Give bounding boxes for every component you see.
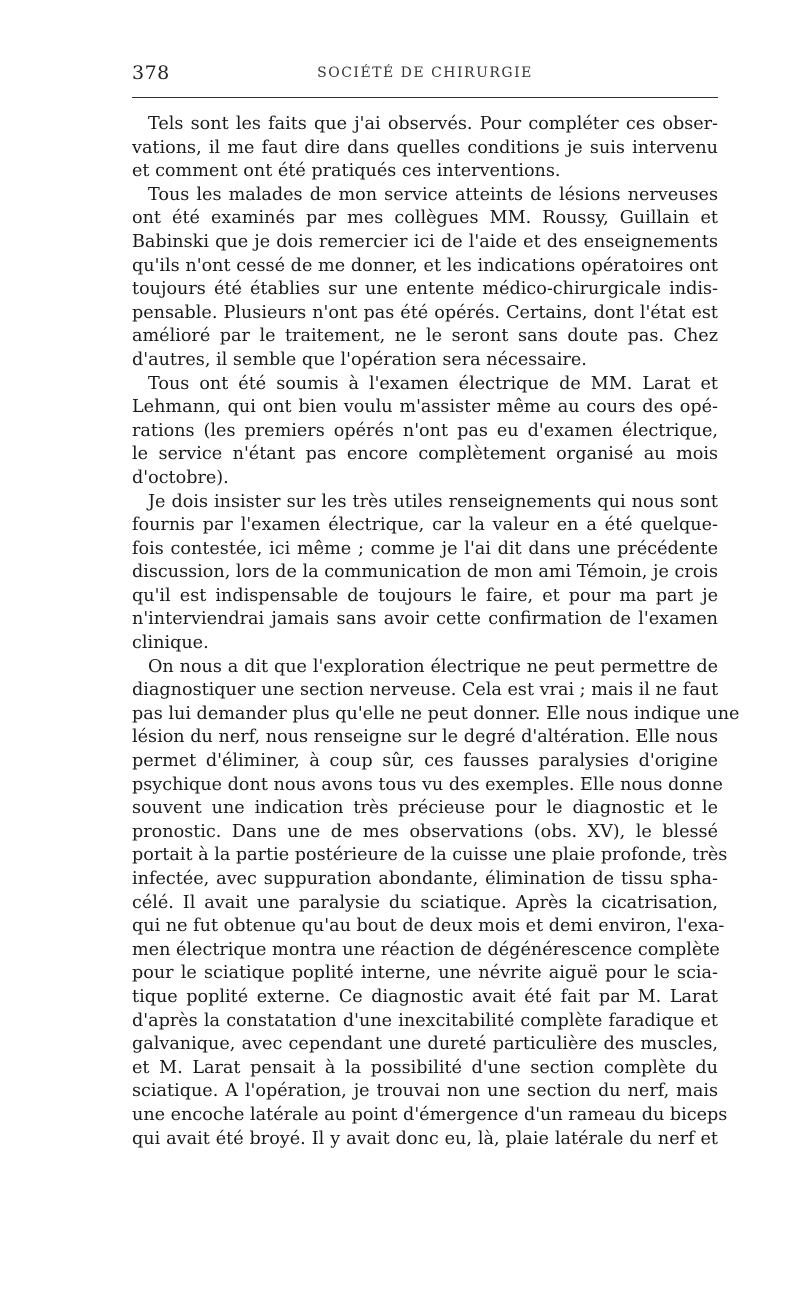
text-line: Babinski que je dois remercier ici de l'aide et des enseignements xyxy=(132,231,718,252)
text-line: galvanique, avec cependant une dureté particulière des muscles, xyxy=(132,1034,718,1055)
text-line: pour le sciatique poplité interne, une névrite aiguë pour le scia- xyxy=(132,963,718,984)
text-line: d'autres, il semble que l'opération sera nécessaire. xyxy=(132,349,587,370)
text-line: pronostic. Dans une de mes observations (obs. XV), le blessé xyxy=(132,821,718,842)
text-line: d'octobre). xyxy=(132,467,229,488)
page-number: 378 xyxy=(132,62,170,84)
text-line: vations, il me faut dire dans quelles conditions je suis intervenu xyxy=(132,137,718,158)
text-line: discussion, lors de la communication de mon ami Témoin, je crois xyxy=(132,562,718,583)
body-text xyxy=(132,113,740,1151)
text-line: lésion du nerf, nous renseigne sur le degré d'altération. Elle nous xyxy=(132,727,718,748)
text-line: et comment ont été pratiqués ces interventions. xyxy=(132,161,561,182)
text-line: Tous les malades de mon service atteints de lésions nerveuses xyxy=(148,184,718,205)
text-line: qu'il est indispensable de toujours le faire, et pour ma part je xyxy=(132,585,718,606)
text-line: qui avait été broyé. Il y avait donc eu, là, plaie latérale du nerf et xyxy=(132,1128,718,1149)
text-line: n'interviendrai jamais sans avoir cette confirmation de l'examen xyxy=(132,609,718,630)
text-line: tique poplité externe. Ce diagnostic avait été fait par M. Larat xyxy=(132,986,718,1007)
running-title: SOCIÉTÉ DE CHIRURGIE xyxy=(317,65,533,81)
text-line: rations (les premiers opérés n'ont pas eu d'examen électrique, xyxy=(132,420,718,441)
text-line: ont été examinés par mes collègues MM. Roussy, Guillain et xyxy=(132,208,718,229)
text-line: infectée, avec suppuration abondante, élimination de tissu spha- xyxy=(132,869,718,889)
text-line: fois contestée, ici même ; comme je l'ai dit dans une précédente xyxy=(132,538,718,559)
text-line: célé. Il avait une paralysie du sciatique. Après la cicatrisation, xyxy=(132,892,718,913)
text-line: Tels sont les faits que j'ai observés. Pour compléter ces obser- xyxy=(148,114,718,134)
text-line: qu'ils n'ont cessé de me donner, et les indications opératoires ont xyxy=(132,255,718,276)
text-line: psychique dont nous avons tous vu des exemples. Elle nous donne xyxy=(132,774,723,795)
text-line: On nous a dit que l'exploration électrique ne peut permettre de xyxy=(148,656,718,677)
text-line: toujours été établies sur une entente médico-chirurgicale indis- xyxy=(132,279,718,300)
text-line: diagnostiquer une section nerveuse. Cela est vrai ; mais il ne faut xyxy=(132,680,719,701)
text-line: qui ne fut obtenue qu'au bout de deux mois et demi environ, l'exa- xyxy=(132,916,725,937)
text-line: amélioré par le traitement, ne le seront sans doute pas. Chez xyxy=(132,326,718,347)
text-line: sciatique. A l'opération, je trouvai non une section du nerf, mais xyxy=(132,1081,718,1102)
text-line: fournis par l'examen électrique, car la valeur en a été quelque- xyxy=(132,515,718,536)
text-line: portait à la partie postérieure de la cuisse une plaie profonde, très xyxy=(132,845,728,866)
text-line: Je dois insister sur les très utiles renseignements qui nous sont xyxy=(148,491,718,512)
text-line: Lehmann, qui ont bien voulu m'assister même au cours des opé- xyxy=(132,397,718,418)
text-line: permet d'éliminer, à coup sûr, ces fausses paralysies d'origine xyxy=(132,751,718,772)
text-line: une encoche latérale au point d'émergence d'un rameau du biceps xyxy=(132,1104,728,1125)
text-line: le service n'étant pas encore complètement organisé au mois xyxy=(132,444,718,465)
text-line: clinique. xyxy=(132,633,209,654)
text-line: pensable. Plusieurs n'ont pas été opérés. Certains, dont l'état est xyxy=(132,302,718,323)
text-line: pas lui demander plus qu'elle ne peut donner. Elle nous indique une xyxy=(132,703,740,724)
page-header xyxy=(132,54,718,88)
text-line: souvent une indication très précieuse pour le diagnostic et le xyxy=(132,798,718,819)
header-rule xyxy=(132,97,718,98)
text-line: d'après la constatation d'une inexcitabilité complète faradique et xyxy=(132,1010,718,1031)
text-line: men électrique montra une réaction de dégénérescence complète xyxy=(132,939,720,960)
text-line: et M. Larat pensait à la possibilité d'une section complète du xyxy=(132,1057,718,1078)
text-line: Tous ont été soumis à l'examen électrique de MM. Larat et xyxy=(148,373,718,394)
